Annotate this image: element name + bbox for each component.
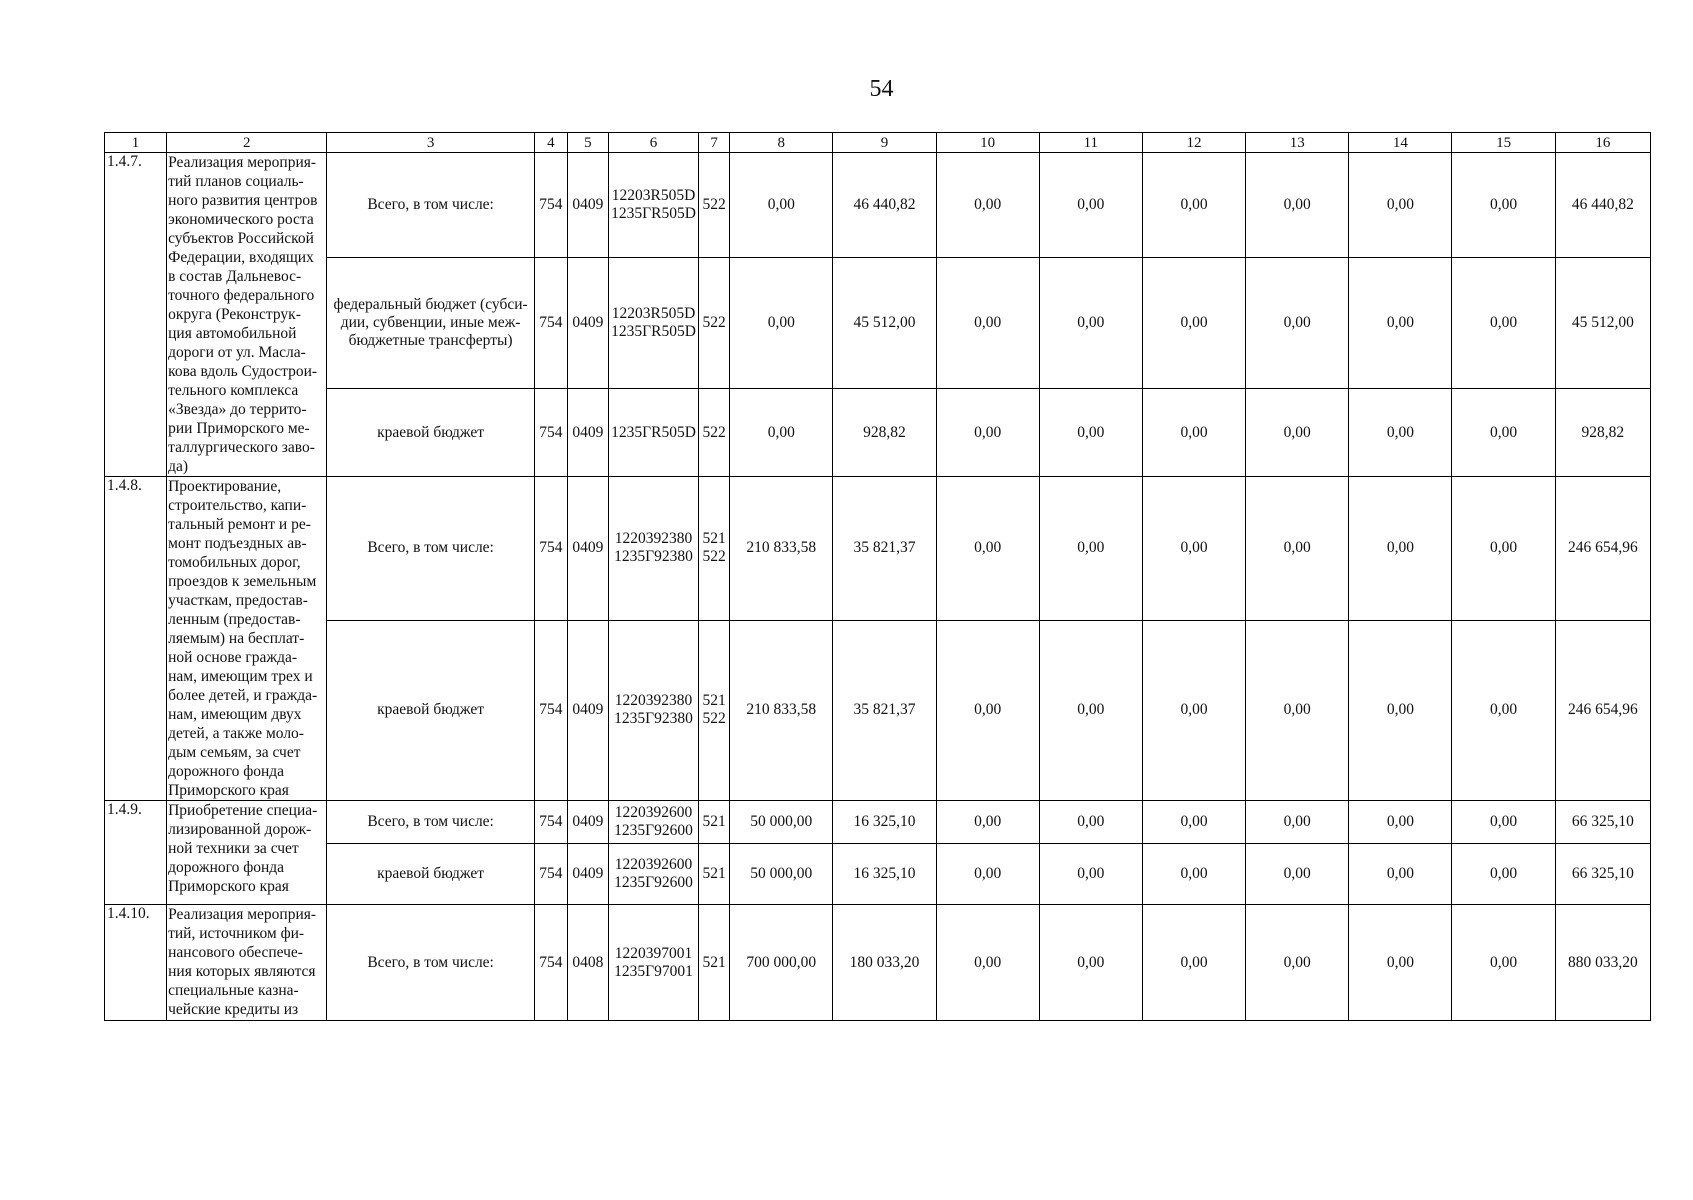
- amount-cell: 0,00: [1039, 844, 1142, 905]
- amount-cell: 0,00: [1142, 801, 1245, 844]
- amount-cell: 0,00: [730, 153, 833, 258]
- target-article-line: 1220392380: [614, 692, 693, 710]
- column-header: 14: [1349, 133, 1452, 153]
- expense-type-code: [699, 477, 730, 621]
- amount-cell: 0,00: [1039, 801, 1142, 844]
- target-article-code: [608, 844, 698, 905]
- amount-cell: 180 033,20: [833, 905, 936, 1021]
- amount-cell: 45 512,00: [1555, 257, 1650, 389]
- amount-cell: 928,82: [1555, 389, 1650, 477]
- table-row: [105, 389, 1651, 477]
- amount-cell: 0,00: [936, 801, 1039, 844]
- section-code: 0408: [567, 905, 608, 1021]
- column-header: 3: [327, 133, 534, 153]
- amount-cell: 0,00: [1246, 153, 1349, 258]
- budget-table: [104, 132, 1651, 1021]
- amount-cell: 880 033,20: [1555, 905, 1650, 1021]
- amount-cell: 0,00: [936, 257, 1039, 389]
- amount-cell: 0,00: [1246, 620, 1349, 800]
- target-article-code: [608, 620, 698, 800]
- amount-cell: 246 654,96: [1555, 620, 1650, 800]
- header-row: [105, 133, 1651, 153]
- expense-type-line: 521: [702, 953, 726, 971]
- amount-cell: 0,00: [1349, 477, 1452, 621]
- table-row: [105, 620, 1651, 800]
- amount-cell: 0,00: [1349, 620, 1452, 800]
- amount-cell: 16 325,10: [833, 801, 936, 844]
- amount-cell: 0,00: [936, 844, 1039, 905]
- target-article-line: 1235ГR505D: [611, 423, 696, 441]
- section-code: 0409: [567, 153, 608, 258]
- item-number: 1.4.8.: [105, 477, 167, 801]
- expense-type-code: [699, 620, 730, 800]
- column-header: 2: [167, 133, 327, 153]
- amount-cell: 0,00: [1452, 801, 1555, 844]
- amount-cell: 0,00: [1349, 257, 1452, 389]
- amount-cell: 0,00: [1142, 153, 1245, 258]
- amount-cell: 0,00: [936, 389, 1039, 477]
- target-article-code: [608, 389, 698, 477]
- amount-cell: 0,00: [1246, 257, 1349, 389]
- table-row: [105, 153, 1651, 258]
- ministry-code: 754: [534, 905, 567, 1021]
- ministry-code: 754: [534, 844, 567, 905]
- expense-type-line: 521: [702, 865, 726, 882]
- section-code: 0409: [567, 257, 608, 389]
- amount-cell: 0,00: [1349, 801, 1452, 844]
- target-article-code: [608, 905, 698, 1021]
- target-article-line: 1235Г92380: [614, 548, 693, 566]
- expense-type-code: [699, 153, 730, 258]
- expense-type-code: [699, 389, 730, 477]
- amount-cell: 0,00: [1452, 905, 1555, 1021]
- ministry-code: 754: [534, 620, 567, 800]
- amount-cell: 0,00: [936, 477, 1039, 621]
- column-header: 1: [105, 133, 167, 153]
- amount-cell: 35 821,37: [833, 477, 936, 621]
- column-header: 8: [730, 133, 833, 153]
- amount-cell: 45 512,00: [833, 257, 936, 389]
- column-header: 9: [833, 133, 936, 153]
- amount-cell: 0,00: [1452, 620, 1555, 800]
- target-article-line: 12203R505D: [611, 305, 696, 323]
- expense-type-code: [699, 905, 730, 1021]
- funding-source: краевой бюджет: [327, 844, 534, 905]
- target-article-line: 12203R505D: [611, 186, 696, 204]
- amount-cell: 0,00: [1039, 257, 1142, 389]
- funding-source: краевой бюджет: [327, 620, 534, 800]
- amount-cell: 0,00: [1452, 389, 1555, 477]
- funding-source: Всего, в том числе:: [327, 801, 534, 844]
- amount-cell: 0,00: [730, 389, 833, 477]
- section-code: 0409: [567, 844, 608, 905]
- ministry-code: 754: [534, 801, 567, 844]
- item-name: Реализация мероприя-тий планов социаль-ного развития центров экономического роста субъектов Российской Федерации, входящих в состав Дальневос-точного федерального округа (Реконструк-ция автомобильной дороги от ул. Масла-кова вдоль Судострои-тельного комплекса «Звезда» до террито-рии Приморского ме-таллургического заво-да): [167, 153, 327, 477]
- target-article-line: 1235Г92600: [614, 822, 693, 839]
- amount-cell: 0,00: [1452, 844, 1555, 905]
- amount-cell: 0,00: [1246, 477, 1349, 621]
- amount-cell: 0,00: [1246, 801, 1349, 844]
- amount-cell: 0,00: [1349, 905, 1452, 1021]
- amount-cell: 0,00: [1142, 905, 1245, 1021]
- column-header: 7: [699, 133, 730, 153]
- amount-cell: 46 440,82: [1555, 153, 1650, 258]
- item-name: Приобретение специа-лизированной дорож-ной техники за счет дорожного фонда Приморского края: [167, 801, 327, 905]
- amount-cell: 0,00: [1142, 389, 1245, 477]
- amount-cell: 0,00: [1039, 477, 1142, 621]
- column-header: 6: [608, 133, 698, 153]
- target-article-code: [608, 477, 698, 621]
- target-article-line: 1220397001: [614, 944, 693, 962]
- amount-cell: 0,00: [1142, 477, 1245, 621]
- column-header: 4: [534, 133, 567, 153]
- column-header: 15: [1452, 133, 1555, 153]
- target-article-line: 1235Г97001: [614, 962, 693, 980]
- amount-cell: 0,00: [936, 153, 1039, 258]
- target-article-code: [608, 257, 698, 389]
- target-article-line: 1235ГR505D: [611, 204, 696, 222]
- target-article-line: 1220392380: [614, 530, 693, 548]
- table-row: [105, 905, 1651, 1021]
- target-article-code: [608, 801, 698, 844]
- page-number: 54: [869, 76, 894, 102]
- amount-cell: 0,00: [1246, 389, 1349, 477]
- amount-cell: 0,00: [1039, 389, 1142, 477]
- funding-source: краевой бюджет: [327, 389, 534, 477]
- expense-type-code: [699, 257, 730, 389]
- amount-cell: 46 440,82: [833, 153, 936, 258]
- section-code: 0409: [567, 477, 608, 621]
- funding-source: федеральный бюджет (субси-дии, субвенции, иные меж-бюджетные трансферты): [327, 257, 534, 389]
- expense-type-line: 521: [702, 530, 726, 548]
- expense-type-line: 522: [702, 314, 726, 332]
- table-row: [105, 801, 1651, 844]
- funding-source: Всего, в том числе:: [327, 153, 534, 258]
- amount-cell: 0,00: [1452, 257, 1555, 389]
- funding-source: Всего, в том числе:: [327, 905, 534, 1021]
- amount-cell: 0,00: [1142, 844, 1245, 905]
- item-number: 1.4.9.: [105, 801, 167, 905]
- column-header: 11: [1039, 133, 1142, 153]
- expense-type-line: 522: [702, 548, 726, 566]
- item-name: Проектирование, строительство, капи-тальный ремонт и ре-монт подъездных ав-томобильных дорог, проездов к земельным участкам, предостав-ленным (предостав-ляемым) на бесплат-ной основе гражда-нам, имеющим трех и более детей, и гражда-нам, имеющим двух детей, а также моло-дым семьям, за счет дорожного фонда Приморского края: [167, 477, 327, 801]
- amount-cell: 0,00: [936, 905, 1039, 1021]
- amount-cell: 0,00: [936, 620, 1039, 800]
- amount-cell: 50 000,00: [730, 844, 833, 905]
- column-header: 10: [936, 133, 1039, 153]
- amount-cell: 0,00: [1039, 905, 1142, 1021]
- target-article-line: 1235Г92600: [614, 874, 693, 891]
- expense-type-code: [699, 801, 730, 844]
- ministry-code: 754: [534, 389, 567, 477]
- target-article-line: 1235ГR505D: [611, 323, 696, 341]
- amount-cell: 700 000,00: [730, 905, 833, 1021]
- section-code: 0409: [567, 801, 608, 844]
- ministry-code: 754: [534, 477, 567, 621]
- amount-cell: 16 325,10: [833, 844, 936, 905]
- target-article-line: 1235Г92380: [614, 710, 693, 728]
- table-row: [105, 844, 1651, 905]
- funding-source: Всего, в том числе:: [327, 477, 534, 621]
- amount-cell: 210 833,58: [730, 620, 833, 800]
- target-article-line: 1220392600: [614, 856, 693, 873]
- amount-cell: 210 833,58: [730, 477, 833, 621]
- amount-cell: 0,00: [1349, 153, 1452, 258]
- section-code: 0409: [567, 389, 608, 477]
- column-header: 13: [1246, 133, 1349, 153]
- amount-cell: 0,00: [730, 257, 833, 389]
- expense-type-line: 522: [702, 195, 726, 213]
- amount-cell: 0,00: [1246, 844, 1349, 905]
- column-header: 16: [1555, 133, 1650, 153]
- amount-cell: 66 325,10: [1555, 801, 1650, 844]
- column-header: 5: [567, 133, 608, 153]
- amount-cell: 50 000,00: [730, 801, 833, 844]
- amount-cell: 0,00: [1349, 389, 1452, 477]
- amount-cell: 0,00: [1246, 905, 1349, 1021]
- amount-cell: 0,00: [1452, 153, 1555, 258]
- amount-cell: 246 654,96: [1555, 477, 1650, 621]
- ministry-code: 754: [534, 257, 567, 389]
- amount-cell: 0,00: [1142, 257, 1245, 389]
- amount-cell: 928,82: [833, 389, 936, 477]
- amount-cell: 0,00: [1349, 844, 1452, 905]
- amount-cell: 35 821,37: [833, 620, 936, 800]
- item-number: 1.4.10.: [105, 905, 167, 1021]
- item-name: Реализация мероприя-тий, источником фи-нансового обеспече-ния которых являются специальные казна-чейские кредиты из: [167, 905, 327, 1021]
- section-code: 0409: [567, 620, 608, 800]
- amount-cell: 66 325,10: [1555, 844, 1650, 905]
- target-article-line: 1220392600: [614, 804, 693, 821]
- expense-type-line: 522: [702, 710, 726, 728]
- amount-cell: 0,00: [1452, 477, 1555, 621]
- expense-type-line: 521: [702, 692, 726, 710]
- amount-cell: 0,00: [1142, 620, 1245, 800]
- table-row: [105, 257, 1651, 389]
- ministry-code: 754: [534, 153, 567, 258]
- expense-type-line: 521: [702, 813, 726, 830]
- expense-type-code: [699, 844, 730, 905]
- table-row: [105, 477, 1651, 621]
- column-header: 12: [1142, 133, 1245, 153]
- expense-type-line: 522: [702, 423, 726, 441]
- target-article-code: [608, 153, 698, 258]
- amount-cell: 0,00: [1039, 620, 1142, 800]
- amount-cell: 0,00: [1039, 153, 1142, 258]
- item-number: 1.4.7.: [105, 153, 167, 477]
